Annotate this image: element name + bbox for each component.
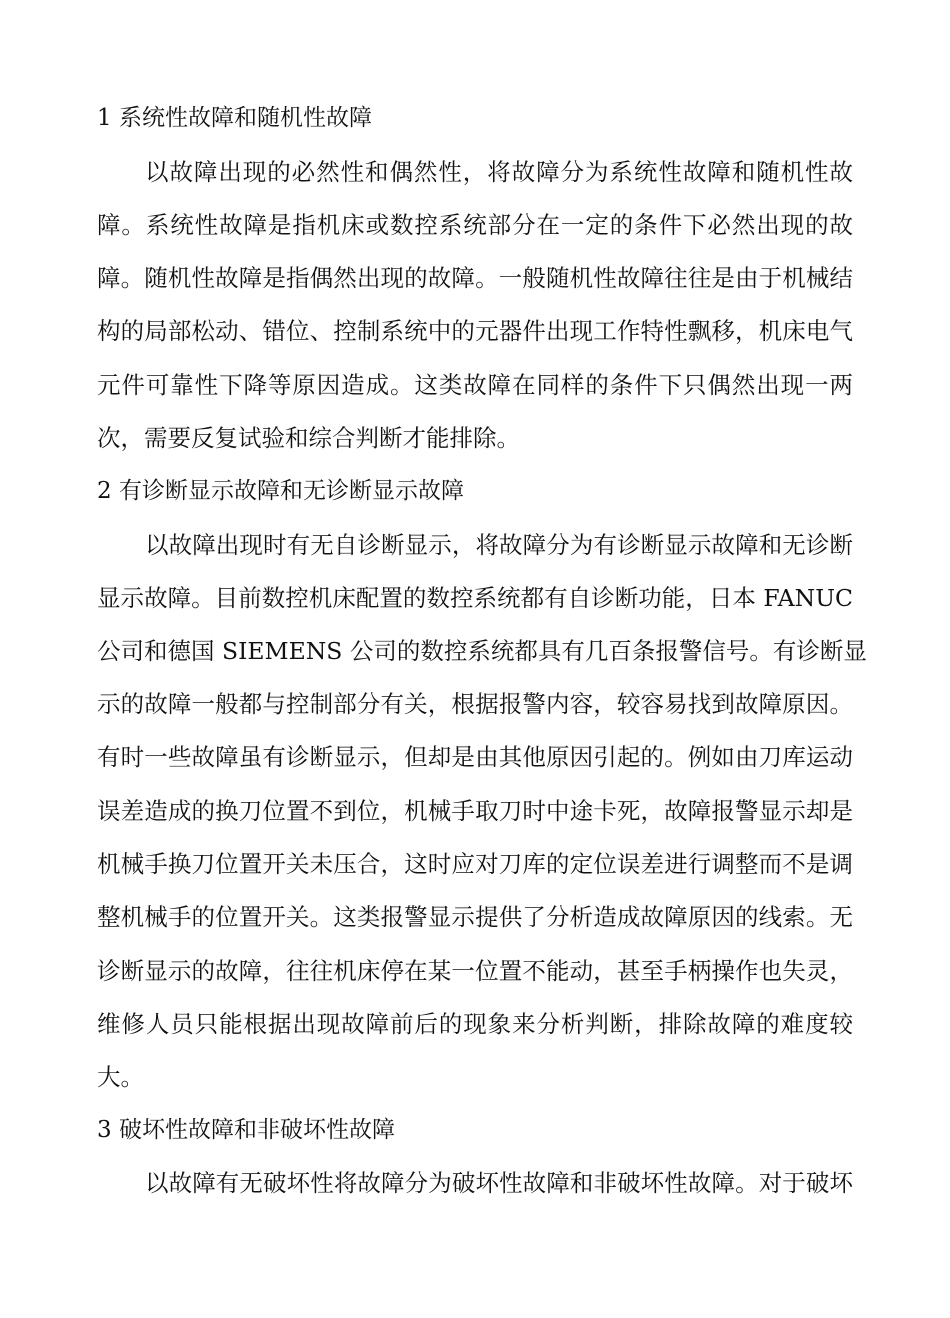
- paragraph-line: 公司和德国 SIEMENS 公司的数控系统都具有几百条报警信号。有诊断显: [97, 637, 867, 665]
- paragraph-line: 大。: [97, 1063, 144, 1091]
- paragraph-line: 诊断显示的故障，往往机床停在某一位置不能动，甚至手柄操作也失灵，: [97, 957, 853, 985]
- paragraph-line: 误差造成的换刀位置不到位，机械手取刀时中途卡死，故障报警显示却是: [97, 797, 853, 825]
- paragraph-line: 整机械手的位置开关。这类报警显示提供了分析造成故障原因的线索。无: [97, 903, 853, 931]
- paragraph-line: 障。系统性故障是指机床或数控系统部分在一定的条件下必然出现的故: [97, 211, 853, 239]
- paragraph-line: 机械手换刀位置开关未压合，这时应对刀库的定位误差进行调整而不是调: [97, 850, 853, 878]
- paragraph-line: 次，需要反复试验和综合判断才能排除。: [97, 424, 520, 452]
- section-heading: 2 有诊断显示故障和无诊断显示故障: [97, 478, 464, 504]
- paragraph-line: 以故障出现的必然性和偶然性，将故障分为系统性故障和随机性故: [145, 158, 853, 186]
- section-heading: 3 破坏性故障和非破坏性故障: [97, 1117, 395, 1143]
- paragraph-line: 有时一些故障虽有诊断显示，但却是由其他原因引起的。例如由刀库运动: [97, 743, 853, 771]
- paragraph-line: 元件可靠性下降等原因造成。这类故障在同样的条件下只偶然出现一两: [97, 371, 853, 399]
- paragraph-line: 显示故障。目前数控机床配置的数控系统都有自诊断功能，日本 FANUC: [97, 584, 853, 612]
- paragraph-line: 以故障有无破坏性将故障分为破坏性故障和非破坏性故障。对于破坏: [145, 1169, 853, 1197]
- paragraph-line: 维修人员只能根据出现故障前后的现象来分析判断，排除故障的难度较: [97, 1010, 853, 1038]
- section-heading: 1 系统性故障和随机性故障: [97, 105, 372, 131]
- paragraph-line: 构的局部松动、错位、控制系统中的元器件出现工作特性飘移，机床电气: [97, 317, 853, 345]
- paragraph-line: 示的故障一般都与控制部分有关，根据报警内容，较容易找到故障原因。: [97, 690, 853, 718]
- paragraph-line: 以故障出现时有无自诊断显示，将故障分为有诊断显示故障和无诊断: [145, 531, 853, 559]
- paragraph-line: 障。随机性故障是指偶然出现的故障。一般随机性故障往往是由于机械结: [97, 264, 853, 292]
